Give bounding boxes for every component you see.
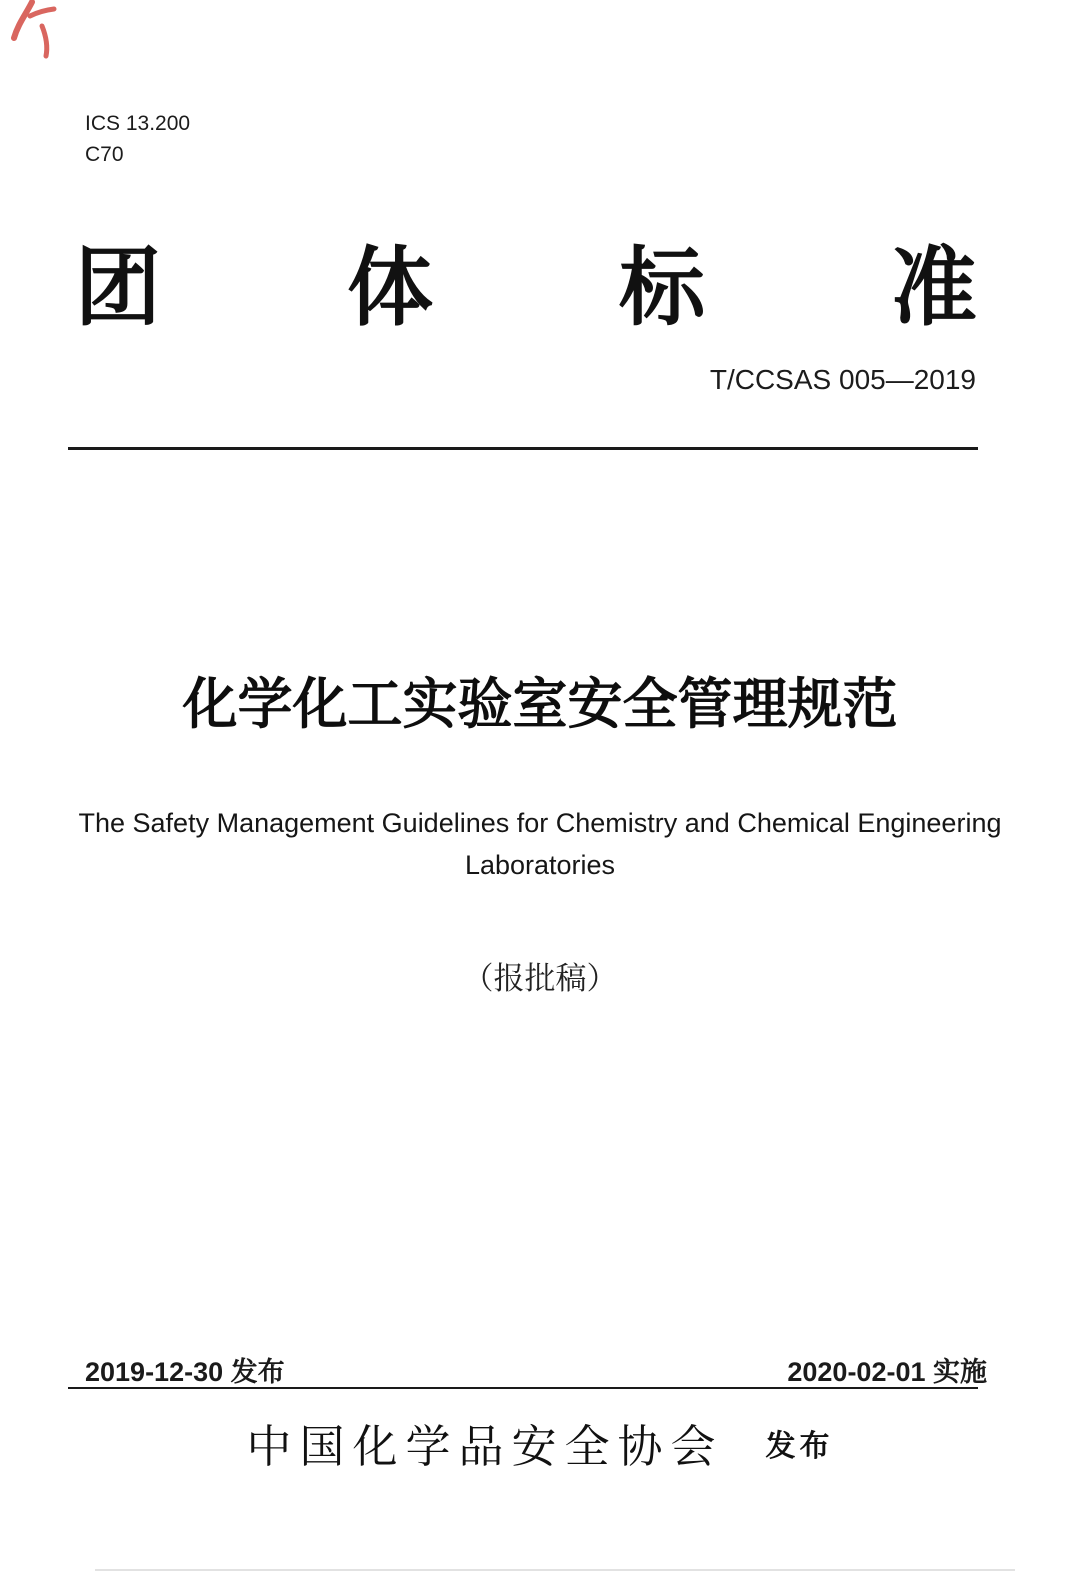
document-title-en-line1: The Safety Management Guidelines for Chemistry and Chemical Engineering	[78, 808, 1002, 838]
document-title-en	[0, 802, 1080, 886]
standard-type-char: 标	[619, 240, 705, 336]
document-title-zh: 化学化工实验室安全管理规范	[182, 673, 898, 735]
issue-date: 2019-12-30 发布	[85, 1357, 285, 1387]
header-divider-line	[68, 447, 978, 450]
standard-type-char: 团	[75, 240, 161, 336]
publisher-name: 中国化学品安全协会	[246, 1422, 724, 1472]
standard-type-char: 准	[891, 240, 977, 336]
implementation-date: 2020-02-01 实施	[787, 1357, 987, 1387]
dates-row	[85, 1350, 987, 1389]
classification-code: C70	[85, 143, 124, 166]
ics-block	[85, 108, 190, 170]
red-pen-mark-icon	[2, 0, 72, 70]
publisher-action-label: 发布	[765, 1430, 834, 1463]
scan-edge-artifact	[95, 1569, 1015, 1571]
footer-divider-line	[68, 1387, 978, 1389]
publisher-row	[0, 1410, 1080, 1475]
ics-code: ICS 13.200	[85, 112, 191, 135]
standard-number: T/CCSAS 005—2019	[709, 364, 976, 395]
draft-status-note: （报批稿）	[462, 961, 618, 996]
document-title-en-line2: Laboratories	[464, 850, 616, 880]
standard-type-title	[75, 240, 977, 336]
standard-type-char: 体	[347, 240, 433, 336]
